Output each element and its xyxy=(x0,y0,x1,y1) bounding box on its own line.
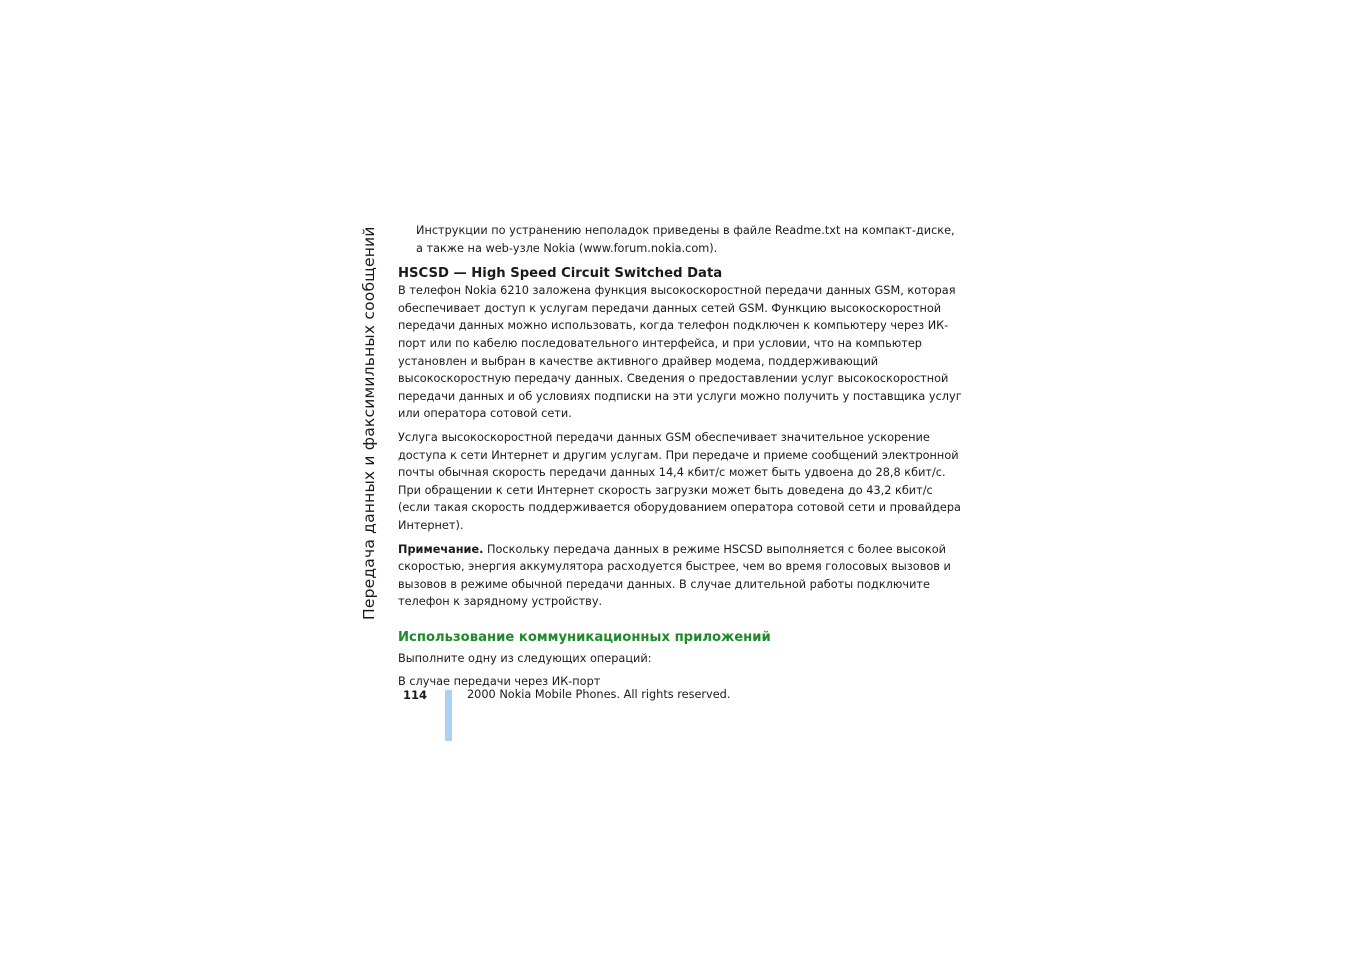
apps-paragraph-1: Выполните одну из следующих операций: xyxy=(398,651,652,665)
page-content xyxy=(398,222,964,697)
note-label: Примечание. xyxy=(398,542,484,556)
footer-copyright: 2000 Nokia Mobile Phones. All rights reserved. xyxy=(467,688,731,701)
page-number: 114 xyxy=(403,688,428,702)
intro-paragraph: Инструкции по устранению неполадок приведены в файле Readme.txt на компакт-диске, а также на web-узле Nokia (www.forum.nokia.com). xyxy=(416,224,955,255)
hscsd-note xyxy=(398,541,964,611)
chapter-side-title: Передача данных и факсимильных сообщений xyxy=(360,226,378,620)
note-text: Поскольку передача данных в режиме HSCSD выполняется с более высокой скоростью, энергия аккумулятора расходуется быстрее, чем во время голосовых вызовов и вызовов в режиме обычной передачи данных. В случае длительной работы подключите телефон к зарядному устройству. xyxy=(398,542,951,609)
hscsd-paragraph-1: В телефон Nokia 6210 заложена функция высокоскоростной передачи данных GSM, которая обеспечивает доступ к услугам передачи данных сетей GSM. Функцию высокоскоростной передачи данных можно использовать, когда телефон подключен к компьютеру через ИК-порт или по кабелю последовательного интерфейса, и при условии, что на компьютер установлен и выбран в качестве активного драйвер модема, поддерживающий высокоскоростную передачу данных. Сведения о предоставлении услуг высокоскоростной передачи данных и об условиях подписки на эти услуги можно получить у поставщика услуг или оператора сотовой сети. xyxy=(398,284,962,421)
apps-paragraph-2: В случае передачи через ИК-порт xyxy=(398,675,601,689)
footer-accent-bar xyxy=(445,690,452,741)
hscsd-heading: HSCSD — High Speed Circuit Switched Data xyxy=(398,266,723,282)
apps-heading: Использование коммуникационных приложений xyxy=(398,629,771,645)
hscsd-paragraph-2: Услуга высокоскоростной передачи данных GSM обеспечивает значительное ускорение доступа к сети Интернет и другим услугам. При передаче и приеме сообщений электронной почты обычная скорость передачи данных 14,4 кбит/с может быть удвоена до 28,8 кбит/с. При обращении к сети Интернет скорость загрузки может быть доведена до 43,2 кбит/с (если такая скорость поддерживается оборудованием оператора сотовой сети и провайдера Интернет). xyxy=(398,430,961,532)
